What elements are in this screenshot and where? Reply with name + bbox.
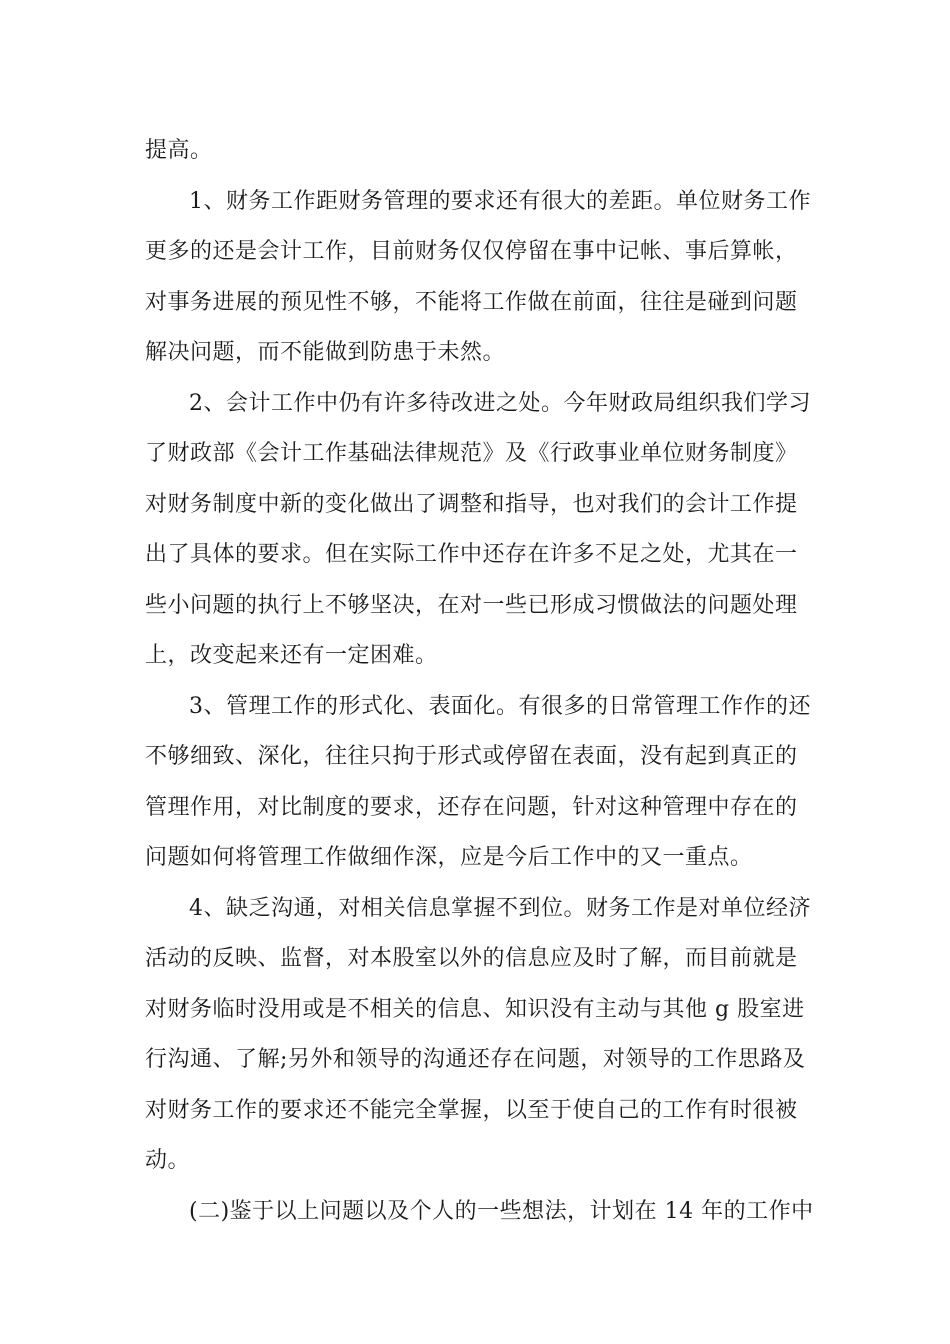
text-line: 了财政部《会计工作基础法律规范》及《行政事业单位财务制度》 (145, 441, 798, 466)
text-line: 上，改变起来还有一定困难。 (145, 643, 438, 668)
text-line: 提高。 (145, 138, 213, 163)
text-line: 不够细致、深化，往往只拘于形式或停留在表面，没有起到真正的 (145, 744, 798, 769)
text-line: (二)鉴于以上问题以及个人的一些想法，计划在 14 年的工作中 (189, 1198, 814, 1224)
text-line: 对事务进展的预见性不够，不能将工作做在前面，往往是碰到问题 (145, 289, 798, 315)
text-line: 1、财务工作距财务管理的要求还有很大的差距。单位财务工作 (189, 188, 811, 214)
text-line: 解决问题，而不能做到防患于未然。 (145, 340, 506, 365)
text-line: 行沟通、了解;另外和领导的沟通还存在问题，对领导的工作思路及 (145, 1047, 806, 1072)
text-line: 出了具体的要求。但在实际工作中还存在许多不足之处，尤其在一 (145, 542, 798, 567)
text-line: 对财务临时没用或是不相关的信息、知识没有主动与其他 g 股室进 (145, 996, 805, 1022)
text-line: 动。 (145, 1148, 191, 1173)
document-body (145, 126, 814, 1237)
text-line: 对财务工作的要求还不能完全掌握，以至于使自己的工作有时很被 (145, 1097, 798, 1123)
text-line: 4、缺乏沟通，对相关信息掌握不到位。财务工作是对单位经济 (189, 895, 811, 921)
text-line: 2、会计工作中仍有许多待改进之处。今年财政局组织我们学习 (189, 390, 811, 416)
text-line: 管理作用，对比制度的要求，还存在问题，针对这种管理中存在的 (145, 794, 798, 820)
text-line: 对财务制度中新的变化做出了调整和指导，也对我们的会计工作提 (145, 491, 798, 517)
text-line: 活动的反映、监督，对本股室以外的信息应及时了解，而目前就是 (145, 946, 798, 971)
text-line: 更多的还是会计工作，目前财务仅仅停留在事中记帐、事后算帐， (145, 239, 798, 264)
text-line: 3、管理工作的形式化、表面化。有很多的日常管理工作作的还 (189, 693, 811, 719)
text-line: 些小问题的执行上不够坚决，在对一些已形成习惯做法的问题处理 (145, 592, 798, 618)
text-line: 问题如何将管理工作做细作深，应是今后工作中的又一重点。 (145, 845, 753, 870)
